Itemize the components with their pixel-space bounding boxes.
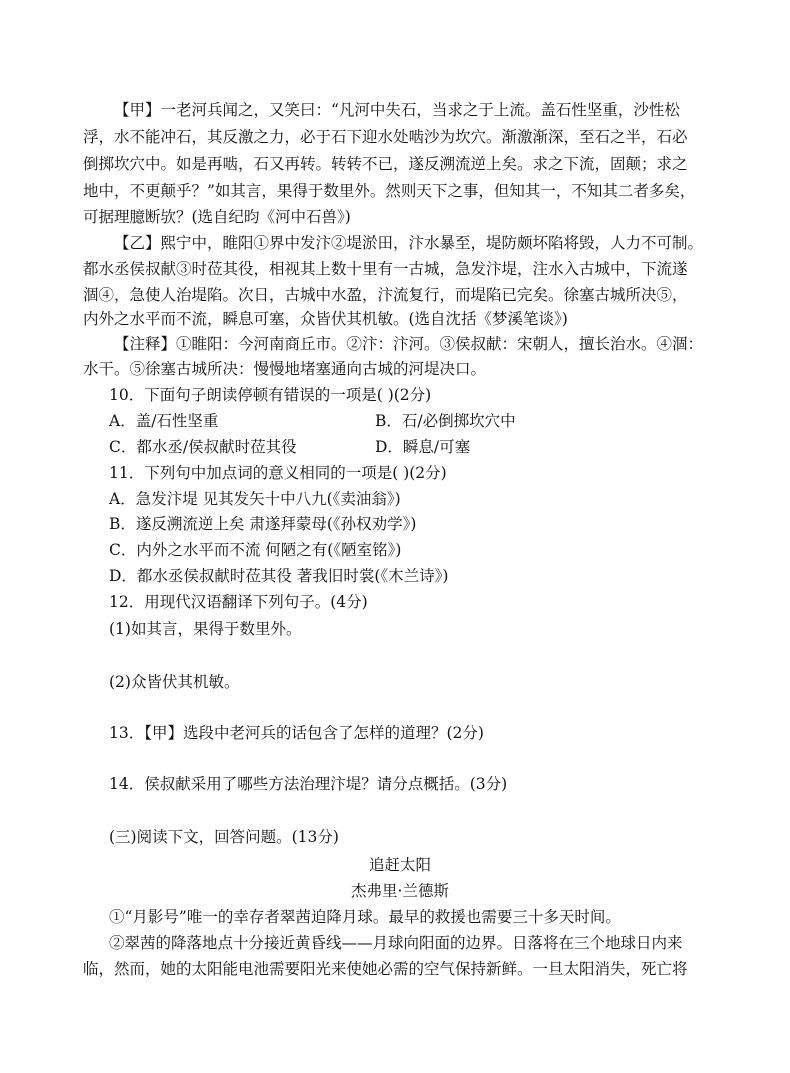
article-paragraph-2-line: ②翠茜的降落地点十分接近黄昏线——月球向阳面的边界。日落将在三个地球日内来: [109, 934, 683, 952]
passage-jia-line: 可据理臆断欤？(选自纪昀《河中石兽》): [83, 208, 351, 226]
article-paragraph-2-line: 临，然而，她的太阳能电池需要阳光来使她必需的空气保持新鲜。一旦太阳消失，死亡将: [83, 960, 688, 978]
question-10-options: [109, 409, 516, 433]
article-author: 杰弗里·兰德斯: [351, 882, 449, 900]
question-10-stem: 10．下面句子朗读停顿有错误的一项是( )(2分): [109, 386, 432, 404]
option-d: D．瞬息/可塞: [375, 438, 471, 456]
option-c: C．都水丞/侯叔献时莅其役: [109, 438, 297, 456]
passage-jia-line: 浮，水不能冲石，其反激之力，必于石下迎水处啮沙为坎穴。渐激渐深，至石之半，石必: [83, 128, 688, 146]
option-a: A．急发汴堤 见其发矢十中八九(《卖油翁》): [109, 490, 401, 508]
option-c: C．内外之水平而不流 何陋之有(《陋室铭》): [109, 541, 402, 559]
option-d: D．都水丞侯叔献时莅其役 著我旧时裳(《木兰诗》): [109, 567, 449, 585]
notes-line: 【注释】①睢阳：今河南商丘市。②汴：汴河。③侯叔献：宋朝人，擅长治水。④涸：: [114, 335, 704, 353]
passage-jia-line: 【甲】一老河兵闻之，又笑曰：“凡河中失石，当求之于上流。盖石性坚重，沙性松: [114, 101, 680, 119]
article-paragraph-1: ①“月影号”唯一的幸存者翠茜迫降月球。最早的救援也需要三十多天时间。: [109, 908, 621, 926]
option-b: B．遂反溯流逆上矣 肃遂拜蒙母(《孙权劝学》): [109, 515, 417, 533]
option-b: B．石/必倒掷坎穴中: [375, 412, 516, 430]
question-12-stem: 12．用现代汉语翻译下列句子。(4分): [109, 593, 368, 611]
question-11-stem: 11．下列句中加点词的意义相同的一项是( )(2分): [109, 464, 447, 482]
passage-yi-line: 内外之水平而不流，瞬息可塞，众皆伏其机敏。(选自沈括《梦溪笔谈》): [83, 310, 568, 328]
question-12-sentence-2: (2)众皆伏其机敏。: [109, 673, 240, 691]
passage-yi-line: 涸④，急使人治堤陷。次日，古城中水盈，汴流复行，而堤陷已完矣。徐塞古城所决⑤，: [83, 286, 688, 304]
passage-jia-line: 地中，不更颠乎？”如其言，果得于数里外。然则天下之事，但知其一，不知其二者多矣，: [83, 182, 696, 200]
passage-yi-line: 都水丞侯叔献③时莅其役，相视其上数十里有一古城，急发汴堤，注水入古城中，下流遂: [83, 260, 688, 278]
article-title: 追赶太阳: [368, 856, 431, 874]
question-10-options: [109, 435, 471, 459]
notes-line: 水干。⑤徐塞古城所决：慢慢地堵塞通向古城的河堤决口。: [83, 360, 487, 378]
passage-jia-line: 倒掷坎穴中。如是再啮，石又再转。转转不已，遂反溯流逆上矣。求之下流，固颠；求之: [83, 155, 688, 173]
section-3-heading: (三)阅读下文，回答问题。(13分): [109, 828, 339, 846]
option-a: A．盖/石性坚重: [109, 412, 219, 430]
question-12-sentence-1: (1)如其言，果得于数里外。: [109, 620, 302, 638]
passage-yi-line: 【乙】熙宁中，睢阳①界中发汴②堤淤田，汴水暴至，堤防颇坏陷将毁，人力不可制。: [114, 234, 704, 252]
question-14: 14．侯叔献采用了哪些方法治理汴堤？请分点概括。(3分): [109, 775, 508, 793]
question-13: 13．【甲】选段中老河兵的话包含了怎样的道理？(2分): [109, 724, 484, 742]
